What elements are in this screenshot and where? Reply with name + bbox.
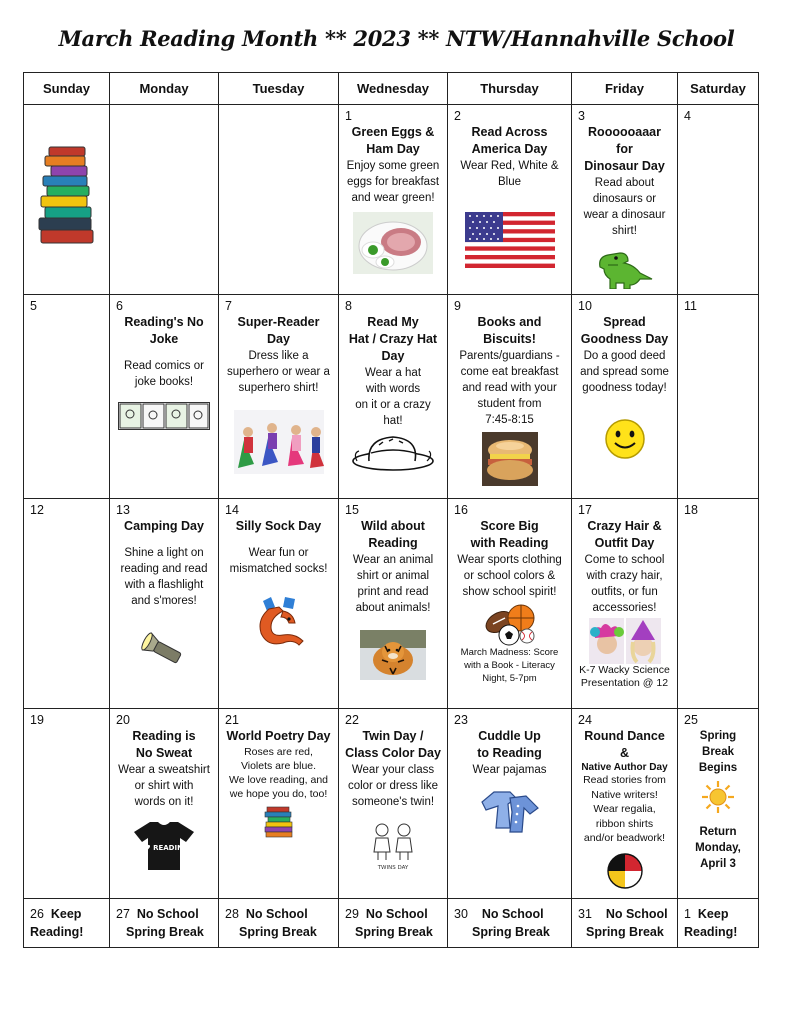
week-row-4 — [24, 709, 759, 899]
day-number: 8 — [345, 299, 352, 313]
event-title: Silly Sock Day — [235, 519, 322, 533]
day-number: 31 — [578, 907, 592, 921]
day-number: 15 — [345, 503, 359, 517]
event-description: Dress like a — [248, 350, 309, 362]
day-cell-22 — [339, 709, 448, 899]
event-title: Round Dance & — [584, 729, 665, 760]
event-title: Super-Reader Day — [237, 315, 320, 346]
event-description: wear a dinosaur — [583, 209, 666, 221]
event-description: on it or a crazy — [355, 399, 431, 411]
event-description: Violets are blue. — [240, 760, 317, 772]
flashlight-icon — [139, 631, 189, 669]
day-note: Keep — [50, 907, 82, 921]
week-row-1 — [24, 105, 759, 295]
event-description: Native writers! — [591, 788, 658, 801]
event-description: mismatched socks! — [229, 563, 328, 575]
event-description: Wear regalia, — [593, 803, 656, 815]
event-title: Read Across — [471, 125, 548, 139]
tiger-icon — [360, 630, 426, 680]
day-cell-17 — [572, 499, 678, 709]
day-number: 7 — [225, 299, 232, 313]
event-description: Wear fun or — [248, 547, 309, 559]
day-number: 12 — [30, 503, 44, 517]
day-note: Reading! — [684, 925, 738, 939]
day-number: 29 — [345, 907, 359, 921]
event-description: we hope you do, too! — [229, 788, 328, 800]
event-title: Biscuits! — [483, 332, 536, 346]
day-cell-12 — [24, 499, 110, 709]
event-description: and spread some — [580, 366, 669, 378]
day-note: Keep — [697, 907, 729, 921]
day-note: Spring Break — [355, 925, 433, 939]
day-number: 14 — [225, 503, 239, 517]
event-description: reading and read — [120, 563, 208, 575]
event-description: print and read — [357, 586, 429, 598]
event-description: Roses are red, — [244, 746, 313, 758]
header-wednesday: Wednesday — [339, 73, 448, 105]
comic-strip-icon — [118, 402, 210, 430]
event-description: accessories! — [592, 602, 657, 614]
return-note: Return — [699, 826, 737, 838]
day-number: 1 — [345, 109, 352, 123]
school-hat-icon — [349, 433, 437, 473]
day-cell-20 — [110, 709, 219, 899]
event-description: Wear a sweatshirt — [118, 764, 210, 776]
day-cell-30 — [448, 899, 572, 948]
event-description: Read comics or — [124, 360, 204, 372]
event-description: about animals! — [355, 602, 431, 614]
event-description: or shirt with — [134, 780, 194, 792]
event-description: Come to school — [584, 554, 665, 566]
tshirt-text: I ♥ READING — [139, 844, 189, 852]
event-description: Blue — [497, 176, 522, 188]
event-title: Outfit Day — [594, 536, 655, 550]
event-title: Hat / Crazy Hat — [348, 332, 438, 346]
crazy-hair-kids-icon — [589, 618, 661, 664]
event-description: show school spirit! — [462, 586, 557, 598]
weekday-header-row — [24, 73, 759, 105]
event-description: Parents/guardians - — [459, 350, 560, 362]
event-description: with crazy hair, — [586, 570, 663, 582]
twins-day-caption: TWINS DAY — [377, 865, 409, 871]
day-number: 20 — [116, 713, 130, 727]
event-note: Presentation @ 12 — [580, 677, 669, 689]
day-cell-29 — [339, 899, 448, 948]
header-thursday: Thursday — [448, 73, 572, 105]
day-number: 27 — [116, 907, 130, 921]
day-cell-19 — [24, 709, 110, 899]
day-number: 25 — [684, 713, 698, 727]
event-title: Reading is — [132, 729, 196, 743]
day-cell-14 — [219, 499, 339, 709]
event-title: Native Author Day — [581, 762, 668, 773]
biscuit-sandwich-icon — [482, 432, 538, 486]
day-number: 17 — [578, 503, 592, 517]
book-stack-icon — [35, 143, 99, 247]
day-number: 21 — [225, 713, 239, 727]
day-cell-8 — [339, 295, 448, 499]
event-title: Reading's No — [124, 315, 204, 329]
day-note: Spring Break — [239, 925, 317, 939]
event-title: Ham Day — [366, 142, 420, 156]
day-number: 22 — [345, 713, 359, 727]
day-cell-empty — [219, 105, 339, 295]
event-description: goodness today! — [582, 382, 667, 394]
day-cell-31 — [572, 899, 678, 948]
event-description: Shine a light on — [124, 547, 204, 559]
book-stack-small-icon — [263, 805, 295, 839]
day-note: No School — [245, 907, 308, 921]
event-description: shirt! — [612, 225, 637, 237]
smiley-face-icon — [604, 418, 646, 460]
event-title: Roooooaaar for — [588, 125, 661, 156]
event-description: and s'mores! — [131, 595, 197, 607]
event-title: No Sweat — [135, 746, 193, 760]
header-tuesday: Tuesday — [219, 73, 339, 105]
day-number: 1 — [684, 907, 691, 921]
day-number: 3 — [578, 109, 585, 123]
day-note: Spring Break — [126, 925, 204, 939]
event-title: Green Eggs & — [351, 125, 435, 139]
event-description: We love reading, and — [228, 774, 329, 786]
event-title: Class Color Day — [345, 746, 441, 760]
day-number: 5 — [30, 299, 37, 313]
sun-icon — [701, 780, 735, 814]
event-title: World Poetry Day — [226, 729, 331, 743]
event-description: and wear green! — [351, 192, 435, 204]
day-cell-6 — [110, 295, 219, 499]
day-number: 9 — [454, 299, 461, 313]
event-description: hat! — [383, 415, 403, 427]
day-number: 26 — [30, 907, 44, 921]
event-description: 7:45-8:15 — [485, 414, 534, 426]
day-cell-3 — [572, 105, 678, 295]
day-number: 16 — [454, 503, 468, 517]
event-description: Wear an animal — [352, 554, 434, 566]
event-title: Score Big — [480, 519, 539, 533]
day-cell-16 — [448, 499, 572, 709]
event-title: Goodness Day — [580, 332, 669, 346]
day-cell-28 — [219, 899, 339, 948]
day-number: 18 — [684, 503, 698, 517]
event-title: Reading — [368, 536, 418, 550]
return-note: April 3 — [700, 858, 736, 870]
day-number: 23 — [454, 713, 468, 727]
twins-drawing-icon — [366, 822, 420, 872]
day-number: 2 — [454, 109, 461, 123]
event-description: and read with your — [462, 382, 557, 394]
return-note: Monday, — [695, 842, 741, 854]
day-note: Reading! — [30, 925, 84, 939]
event-title: Camping Day — [124, 519, 204, 533]
event-title: Break — [702, 746, 734, 758]
event-description: or school colors & — [463, 570, 556, 582]
day-note: No School — [481, 907, 544, 921]
day-cell-18 — [678, 499, 759, 709]
week-row-3 — [24, 499, 759, 709]
day-cell-7 — [219, 295, 339, 499]
day-note: No School — [365, 907, 428, 921]
week-row-5 — [24, 899, 759, 948]
event-title: to Reading — [477, 746, 542, 760]
dinosaur-icon — [594, 245, 656, 289]
day-cell-11 — [678, 295, 759, 499]
event-description: eggs for breakfast — [346, 176, 440, 188]
day-cell-1 — [339, 105, 448, 295]
day-number: 6 — [116, 299, 123, 313]
event-description: and/or beadwork! — [583, 832, 666, 844]
day-number: 10 — [578, 299, 592, 313]
event-title: Dinosaur Day — [584, 159, 665, 173]
event-note: K-7 Wacky Science — [579, 664, 670, 676]
green-eggs-ham-icon — [353, 212, 433, 274]
day-number: 4 — [684, 109, 691, 123]
event-description: Wear sports clothing — [457, 554, 562, 566]
event-title: Books and — [477, 315, 542, 329]
event-description: words on it! — [134, 796, 194, 808]
event-description: come eat breakfast — [460, 366, 559, 378]
day-cell-5 — [24, 295, 110, 499]
event-note: with a Book - Literacy — [464, 660, 555, 671]
day-cell-23 — [448, 709, 572, 899]
event-description: dinosaurs or — [592, 193, 657, 205]
superhero-kids-icon — [234, 410, 324, 474]
day-note: No School — [605, 907, 668, 921]
event-description: Read stories from — [583, 774, 666, 786]
event-title: Twin Day / — [362, 729, 424, 743]
event-note: March Madness: Score — [460, 647, 559, 658]
event-description: outfits, or fun — [591, 586, 658, 598]
event-description: student from — [477, 398, 542, 410]
day-number: 30 — [454, 907, 468, 921]
day-number: 19 — [30, 713, 44, 727]
event-description: Wear Red, White & — [460, 160, 559, 172]
event-note: Night, 5-7pm — [482, 673, 537, 684]
event-title: Crazy Hair & — [587, 519, 662, 533]
day-cell-10 — [572, 295, 678, 499]
day-cell-empty — [24, 105, 110, 295]
event-description: Do a good deed — [583, 350, 666, 362]
sports-balls-icon — [483, 602, 537, 646]
header-monday: Monday — [110, 73, 219, 105]
medicine-wheel-icon — [606, 852, 644, 890]
day-cell-9 — [448, 295, 572, 499]
event-description: shirt or animal — [356, 570, 430, 582]
event-description: Wear pajamas — [472, 764, 547, 776]
day-note: No School — [136, 907, 199, 921]
page-title: March Reading Month ** 2023 ** NTW/Hannahville School — [58, 26, 735, 51]
day-note: Spring Break — [586, 925, 664, 939]
day-cell-13 — [110, 499, 219, 709]
day-cell-26 — [24, 899, 110, 948]
reading-tshirt-icon — [132, 820, 196, 872]
week-row-2 — [24, 295, 759, 499]
american-flag-icon — [465, 212, 555, 268]
event-description: with words — [365, 383, 421, 395]
day-note: Spring Break — [472, 925, 550, 939]
pajamas-icon — [480, 788, 540, 836]
event-description: ribbon shirts — [595, 817, 654, 830]
event-title: Day — [381, 349, 405, 363]
day-cell-27 — [110, 899, 219, 948]
event-title: Spring — [699, 730, 737, 742]
day-cell-4 — [678, 105, 759, 295]
day-cell-21 — [219, 709, 339, 899]
event-title: with Reading — [470, 536, 549, 550]
day-cell-april-1 — [678, 899, 759, 948]
header-saturday: Saturday — [678, 73, 759, 105]
event-description: someone's twin! — [351, 796, 435, 808]
event-description: color or dress like — [347, 780, 439, 792]
day-cell-25 — [678, 709, 759, 899]
event-title: Cuddle Up — [478, 729, 541, 743]
day-cell-15 — [339, 499, 448, 709]
event-title: Read My — [367, 315, 419, 329]
fox-in-socks-icon — [249, 593, 309, 653]
day-cell-24 — [572, 709, 678, 899]
day-number: 11 — [684, 299, 697, 313]
event-title: Begins — [698, 762, 738, 774]
event-description: Wear a hat — [364, 367, 422, 379]
event-description: Read about — [594, 177, 655, 189]
calendar-grid — [23, 72, 759, 948]
day-number: 28 — [225, 907, 239, 921]
day-number: 24 — [578, 713, 592, 727]
day-cell-2 — [448, 105, 572, 295]
event-description: superhero shirt! — [238, 382, 319, 394]
event-description: with a flashlight — [124, 579, 204, 591]
event-description: superhero or wear a — [227, 366, 330, 378]
event-title: Joke — [149, 332, 179, 346]
event-title: Wild about — [361, 519, 425, 533]
event-title: Spread — [603, 315, 646, 329]
header-sunday: Sunday — [24, 73, 110, 105]
event-title: America Day — [471, 142, 548, 156]
day-cell-empty — [110, 105, 219, 295]
event-description: joke books! — [134, 376, 194, 388]
header-friday: Friday — [572, 73, 678, 105]
event-description: Wear your class — [351, 764, 435, 776]
day-number: 13 — [116, 503, 130, 517]
event-description: Enjoy some green — [346, 160, 440, 172]
